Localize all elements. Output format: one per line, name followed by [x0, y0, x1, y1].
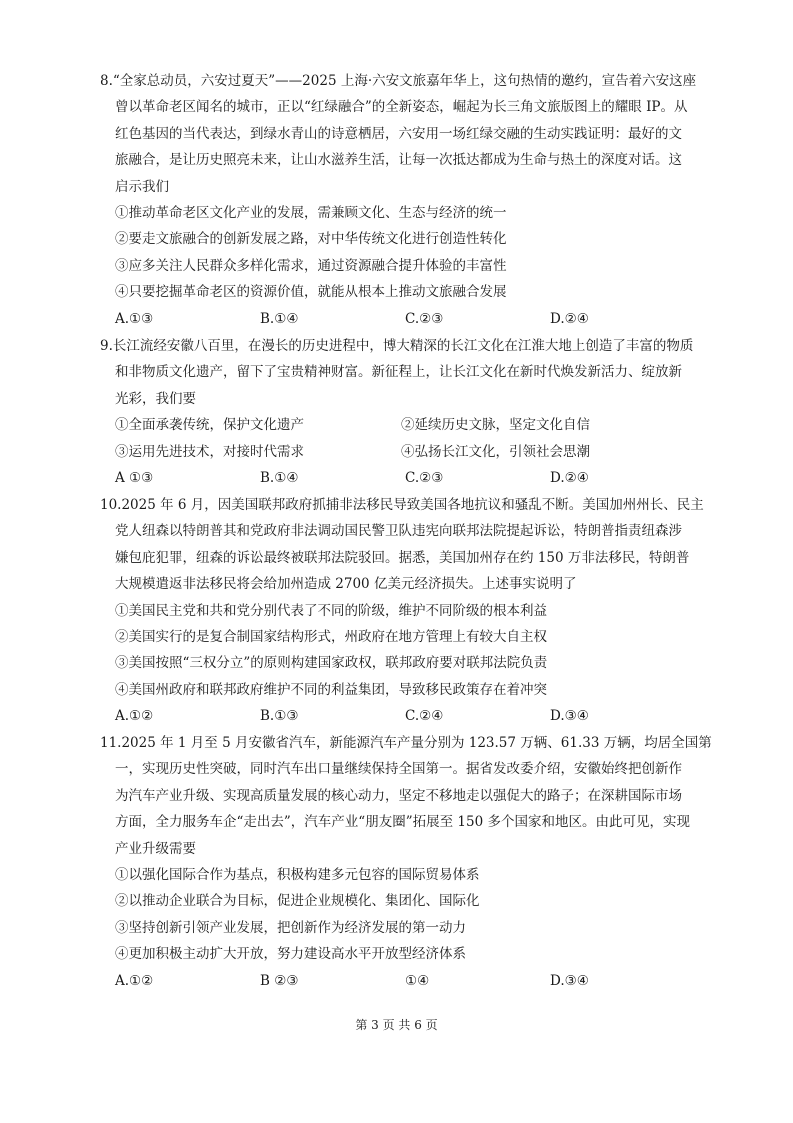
option-statement: ④弘扬长江文化，引领社会思潮	[401, 443, 590, 460]
stem-line: 曾以革命老区闻名的城市，正以“红绿融合”的全新姿态，崛起为长三角文旅版图上的耀眼 IP。从	[115, 99, 688, 116]
answer-choice-b: B.①③	[260, 708, 299, 725]
question-stem	[100, 492, 704, 598]
question-stem	[100, 68, 700, 200]
option-statement: ④美国州政府和联邦政府维护不同的利益集团，导致移民政策存在着冲突	[115, 681, 547, 698]
stem-line: 红色基因的当代表达，到绿水青山的诗意栖居，六安用一场红绿交融的生动实践证明：最好的文	[115, 125, 682, 142]
answer-choice-d: D.②④	[550, 470, 589, 487]
answer-choice-b: B.①④	[260, 470, 299, 487]
answer-choices	[100, 703, 700, 729]
stem-line: 8.“全家总动员，六安过夏天”——2025 上海·六安文旅嘉年华上，这句热情的邀约，宣告着六安这座	[100, 73, 697, 89]
question-stem	[100, 730, 712, 862]
stem-line: 启示我们	[115, 178, 169, 195]
stem-line: 旅融合，是让历史照亮未来，让山水滋养生活，让每一次抵达都成为生命与热土的深度对话。这	[115, 152, 682, 169]
question-10	[100, 492, 704, 730]
option-row	[100, 439, 700, 465]
answer-choice-d: D.②④	[550, 310, 589, 327]
answer-choice-d: D.③④	[550, 708, 589, 725]
option-statement: ③美国按照“三权分立”的原则构建国家政权，联邦政府要对联邦法院负责	[115, 655, 548, 672]
option-statement: ②延续历史文脉，坚定文化自信	[401, 417, 590, 434]
option-statement: ③应多关注人民群众多样化需求，通过资源融合提升体验的丰富性	[115, 257, 507, 274]
option-statement: ④更加积极主动扩大开放，努力建设高水平开放型经济体系	[115, 946, 466, 963]
answer-choices	[100, 465, 700, 491]
answer-choice-b: B.①④	[260, 310, 299, 327]
answer-choice-d: D.③④	[550, 972, 589, 989]
stem-line: 11.2025 年 1 月至 5 月安徽省汽车，新能源汽车产量分别为 123.57 万辆、61.33 万辆，均居全国第	[100, 735, 712, 751]
stem-line: 为汽车产业升级、实现高质量发展的核心动力，坚定不移地走以强促大的路子；在深耕国际市场	[115, 787, 682, 804]
stem-line: 方面，全力服务车企“走出去”，汽车产业“朋友圈”拓展至 150 多个国家和地区。由此可见，实现	[115, 814, 690, 831]
question-11	[100, 730, 712, 994]
stem-line: 光彩，我们要	[115, 390, 196, 407]
page-number-footer: 第 3 页 共 6 页	[355, 1018, 438, 1032]
stem-line: 9.长江流经安徽八百里，在漫长的历史进程中，博大精深的长江文化在江淮大地上创造了丰富的物质	[100, 338, 694, 354]
option-statement: ③坚持创新引领产业发展，把创新作为经济发展的第一动力	[115, 919, 466, 936]
stem-line: 产业升级需要	[115, 840, 196, 857]
option-statement: ②要走文旅融合的创新发展之路，对中华传统文化进行创造性转化	[115, 231, 507, 248]
answer-choice-a: A ①③	[115, 470, 154, 487]
answer-choice-c: C.②③	[405, 470, 444, 487]
answer-choice-b: B ②③	[260, 972, 299, 989]
option-statement: ①美国民主党和共和党分别代表了不同的阶级，维护不同阶级的根本利益	[115, 602, 547, 619]
stem-line: 大规模遣返非法移民将会给加州造成 2700 亿美元经济损失。上述事实说明了	[115, 576, 577, 593]
option-statement: ②美国实行的是复合制国家结构形式，州政府在地方管理上有较大自主权	[115, 629, 547, 646]
answer-choice-c: ①④	[405, 972, 430, 989]
stem-line: 党人纽森以特朗普其和党政府非法调动国民警卫队违宪向联邦法院提起诉讼，特朗普指责纽森涉	[115, 523, 682, 540]
option-statement: ③运用先进技术，对接时代需求	[115, 443, 304, 460]
option-statement: ①推动革命老区文化产业的发展，需兼顾文化、生态与经济的统一	[115, 205, 507, 222]
stem-line: 10.2025 年 6 月，因美国联邦政府抓捕非法移民导致美国各地抗议和骚乱不断。美国加州州长、民主	[100, 497, 704, 513]
answer-choice-c: C.②③	[405, 310, 444, 327]
answer-choice-a: A.①②	[115, 972, 154, 989]
option-statement: ①以强化国际合作为基点，积极构建多元包容的国际贸易体系	[115, 867, 480, 884]
answer-choices	[100, 306, 700, 332]
answer-choices	[100, 968, 700, 994]
question-9	[100, 333, 700, 491]
option-row	[100, 412, 700, 438]
answer-choice-a: A.①③	[115, 310, 154, 327]
question-8	[100, 68, 700, 332]
option-statement: ②以推动企业联合为目标，促进企业规模化、集团化、国际化	[115, 893, 480, 910]
question-stem	[100, 333, 700, 412]
answer-choice-c: C.②④	[405, 708, 444, 725]
answer-choice-a: A.①②	[115, 708, 154, 725]
stem-line: 一，实现历史性突破，同时汽车出口量继续保持全国第一。据省发改委介绍，安徽始终把创新作	[115, 761, 682, 778]
stem-line: 和非物质文化遗产，留下了宝贵精神财富。新征程上，让长江文化在新时代焕发新活力、绽放新	[115, 364, 682, 381]
option-statement: ①全面承袭传统，保护文化遗产	[115, 417, 304, 434]
stem-line: 嫌包庇犯罪，纽森的诉讼最终被联邦法院驳回。据悉，美国加州存在约 150 万非法移民，特朗普	[115, 549, 690, 566]
option-statement: ④只要挖掘革命老区的资源价值，就能从根本上推动文旅融合发展	[115, 284, 507, 301]
